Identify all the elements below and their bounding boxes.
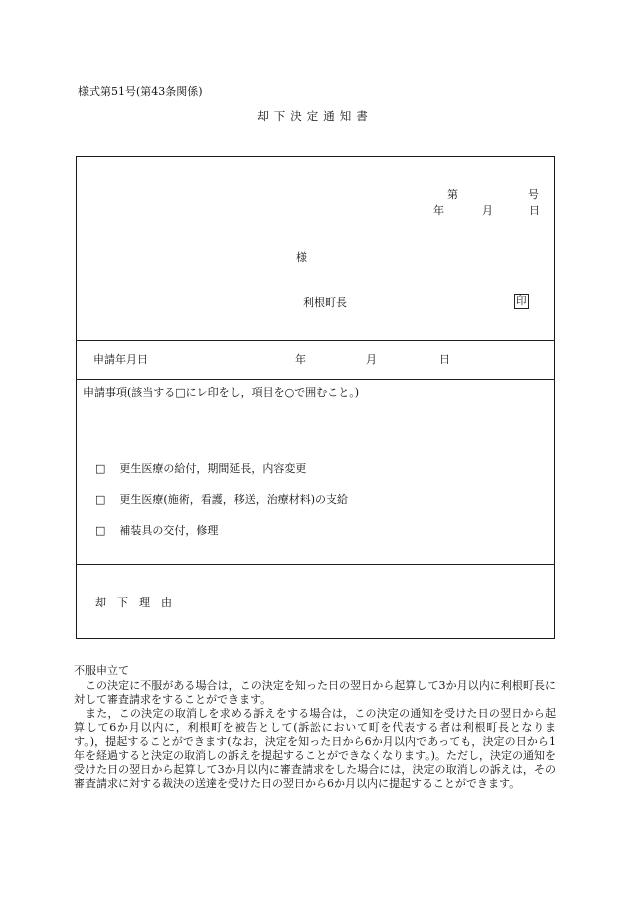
option-label: 補装具の交付，修理 [119,524,219,537]
issuer-name: 利根町長 [303,296,347,309]
objection-paragraph: この決定に不服がある場合は，この決定を知った日の翌日から起算して3か月以内に利根町長に対して審査請求をすることができます。 [74,679,556,706]
addressee-suffix: 様 [296,251,307,264]
checkbox-icon[interactable]: □ [95,462,106,475]
form-number: 様式第51号(第43条関係) [78,85,203,98]
option-item [95,525,218,536]
date-year: 年 [433,204,444,217]
date-month: 月 [482,204,493,217]
date-day: 日 [529,204,540,217]
divider-1 [77,340,554,341]
document-title: 却下決定通知書 [257,109,373,123]
checkbox-icon[interactable]: □ [95,524,106,537]
notice-form-frame [76,156,555,639]
option-item [95,494,348,505]
application-date-year: 年 [295,353,306,366]
application-date-label: 申請年月日 [93,353,148,366]
application-items-instruction: 申請事項(該当する□にレ印をし，項目を○で囲むこと。) [83,386,360,399]
objection-title: 不服申立て [74,664,129,677]
checkbox-icon[interactable]: □ [95,493,106,506]
seal-mark [514,294,529,309]
rejection-reason-label: 却 下 理 由 [95,596,172,609]
option-label: 更生医療(施術，看護，移送，治療材料)の支給 [119,493,348,506]
divider-3 [77,564,554,565]
objection-section [74,664,556,791]
number-suffix: 号 [528,188,539,201]
divider-2 [77,379,554,380]
seal-box: 印 [516,295,527,307]
number-prefix: 第 [447,188,458,201]
option-label: 更生医療の給付，期間延長，内容変更 [119,462,307,475]
application-date-month: 月 [366,353,377,366]
option-item [95,463,306,474]
application-date-day: 日 [439,353,450,366]
objection-paragraph: また，この決定の取消しを求める訴えをする場合は，この決定の通知を受けた日の翌日から起算して6か月以内に，利根町を被告として(訴訟において町を代表する者は利根町長となります。)，提起することができます(なお，決定を知った日から6か月以内であっても，決定の日から1年を経過すると決定の取消しの訴えを提起することができなくなります。)。ただし，決定の通知を受けた日の翌日から起算して3か月以内に審査請求をした場合には，決定の取消しの訴えは，その審査請求に対する裁決の送達を受けた日の翌日から6か月以内に提起することができます。 [74,707,556,790]
